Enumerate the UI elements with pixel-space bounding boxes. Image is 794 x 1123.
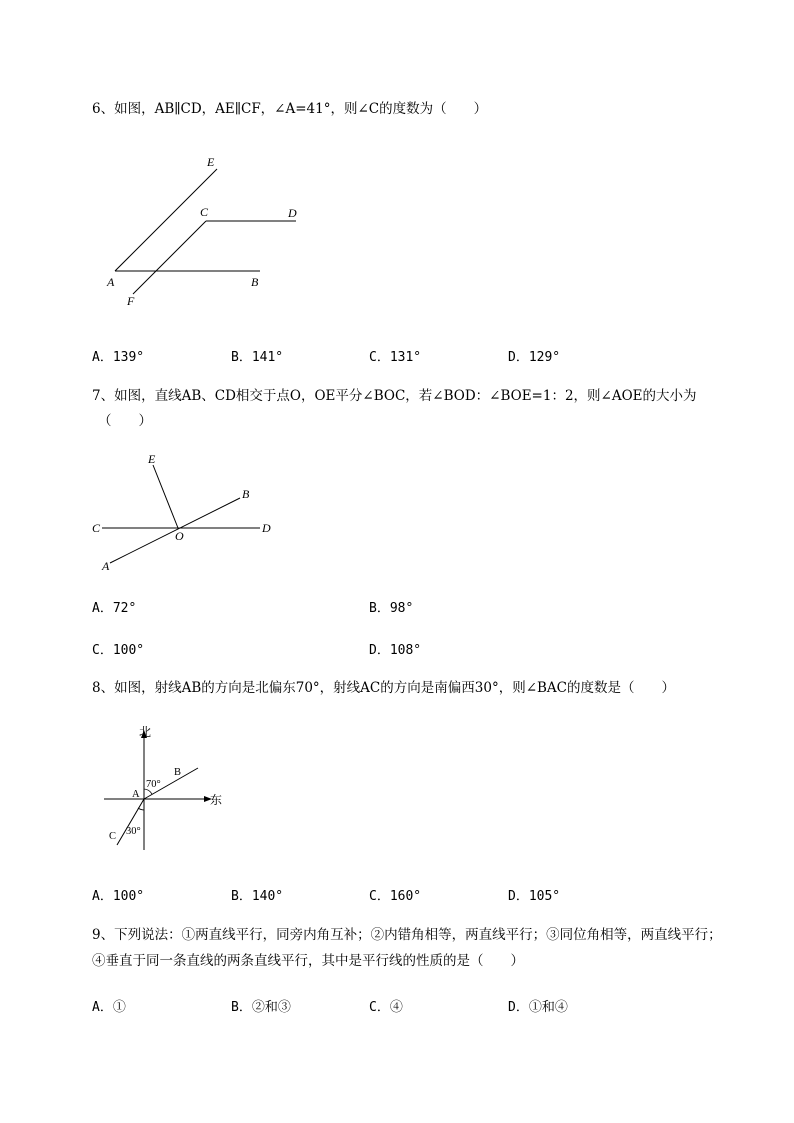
line-cf [133, 221, 206, 294]
label-e: E [207, 155, 215, 169]
label-a: A [132, 789, 140, 800]
question-7-figure [90, 450, 290, 580]
label-o: O [175, 529, 184, 543]
q6-option-c[interactable]: C．131° [369, 350, 422, 365]
q9-option-b[interactable]: B．②和③ [231, 1000, 291, 1015]
label-f: F [127, 294, 135, 308]
label-30: 30° [126, 826, 141, 837]
q8-option-d[interactable]: D．105° [508, 889, 561, 904]
q7-option-c[interactable]: C．100° [92, 643, 145, 658]
question-9-stem: 9、下列说法：①两直线平行，同旁内角互补；②内错角相等，两直线平行；③同位角相等，两直线平行；④垂直于同一条直线的两条直线平行，其中是平行线的性质的是（ ） [92, 927, 722, 969]
q7-option-b[interactable]: B．98° [369, 601, 414, 616]
label-e: E [148, 452, 156, 466]
q8-option-c[interactable]: C．160° [369, 889, 422, 904]
q8-option-a[interactable]: A．100° [92, 889, 145, 904]
label-b: B [174, 767, 182, 778]
question-6-stem: 6、如图，AB∥CD，AE∥CF，∠A=41°，则∠C的度数为（ ） [92, 101, 488, 117]
label-70: 70° [146, 779, 161, 790]
question-7-stem-cont: （ ） [98, 413, 152, 429]
q7-option-a[interactable]: A．72° [92, 601, 137, 616]
label-north: 北 [139, 725, 152, 739]
question-6-figure [90, 150, 350, 320]
q6-option-b[interactable]: B．141° [231, 350, 284, 365]
ray-ac [117, 799, 144, 845]
label-c: C [92, 521, 101, 535]
q6-option-d[interactable]: D．129° [508, 350, 561, 365]
q9-option-d[interactable]: D．①和④ [508, 1000, 568, 1015]
q9-option-a[interactable]: A．① [92, 1000, 126, 1015]
question-8-figure [100, 722, 240, 857]
question-8-stem: 8、如图，射线AB的方向是北偏东70°，射线AC的方向是南偏西30°，则∠BAC的度数是（ ） [92, 680, 676, 696]
q6-option-a[interactable]: A．139° [92, 350, 145, 365]
q9-option-c[interactable]: C．④ [369, 1000, 403, 1015]
q8-option-b[interactable]: B．140° [231, 889, 284, 904]
label-a: A [107, 275, 115, 289]
angle-30-arc [138, 808, 144, 810]
label-c: C [109, 831, 117, 842]
label-d: D [262, 521, 271, 535]
label-b: B [251, 275, 259, 289]
q7-option-d[interactable]: D．108° [369, 643, 422, 658]
label-b: B [242, 487, 250, 501]
question-7-stem: 7、如图，直线AB、CD相交于点O，OE平分∠BOC，若∠BOD：∠BOE=1：2，则∠AOE的大小为 [92, 388, 697, 404]
label-a: A [102, 559, 110, 573]
line-ae [115, 169, 217, 271]
label-c: C [200, 205, 209, 219]
label-d: D [288, 206, 297, 220]
ray-oe [153, 465, 178, 528]
label-east: 东 [210, 793, 223, 807]
